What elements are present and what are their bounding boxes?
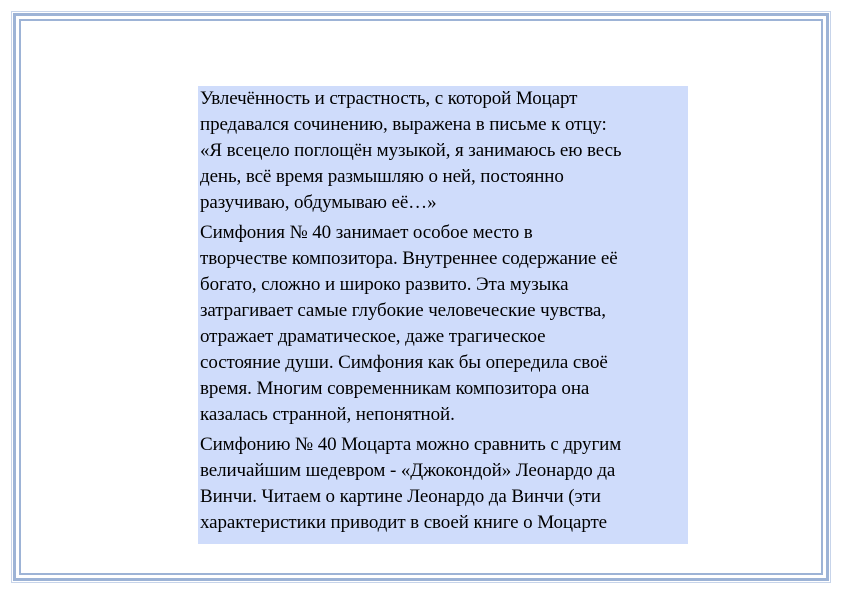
paragraph-symphony-40 [200,220,688,428]
text-line: Винчи. Читаем о картине Леонардо да Винчи (эти [200,486,601,507]
text-line: отражает драматическое, даже трагическое [200,326,546,347]
text-line: разучиваю, обдумываю её…» [200,192,437,213]
text-line: Симфония № 40 занимает особое место в [200,222,533,243]
text-line: характеристики приводит в своей книге о Моцарте [200,512,608,533]
text-box [198,86,688,544]
paragraph-letter-quote [200,86,688,216]
text-line: день, всё время размышляю о ней, постоянно [200,166,564,187]
text-line: затрагивает самые глубокие человеческие чувства, [200,300,606,321]
text-line: богато, сложно и широко развито. Эта музыка [200,274,569,295]
text-line: Увлечённость и страстность, с которой Моцарт [200,88,578,109]
text-line: творчестве композитора. Внутреннее содержание её [200,248,618,269]
text-line: казалась странной, непонятной. [200,404,455,425]
text-line: Симфонию № 40 Моцарта можно сравнить с другим [200,434,622,455]
paragraph-comparison [200,432,688,536]
text-line: «Я всецело поглощён музыкой, я занимаюсь ею весь [200,140,622,161]
text-line: величайшим шедевром - «Джокондой» Леонардо да [200,460,616,481]
text-line: состояние души. Симфония как бы опередила своё [200,352,608,373]
text-line: время. Многим современникам композитора она [200,378,590,399]
text-line: предавался сочинению, выражена в письме к отцу: [200,114,607,135]
